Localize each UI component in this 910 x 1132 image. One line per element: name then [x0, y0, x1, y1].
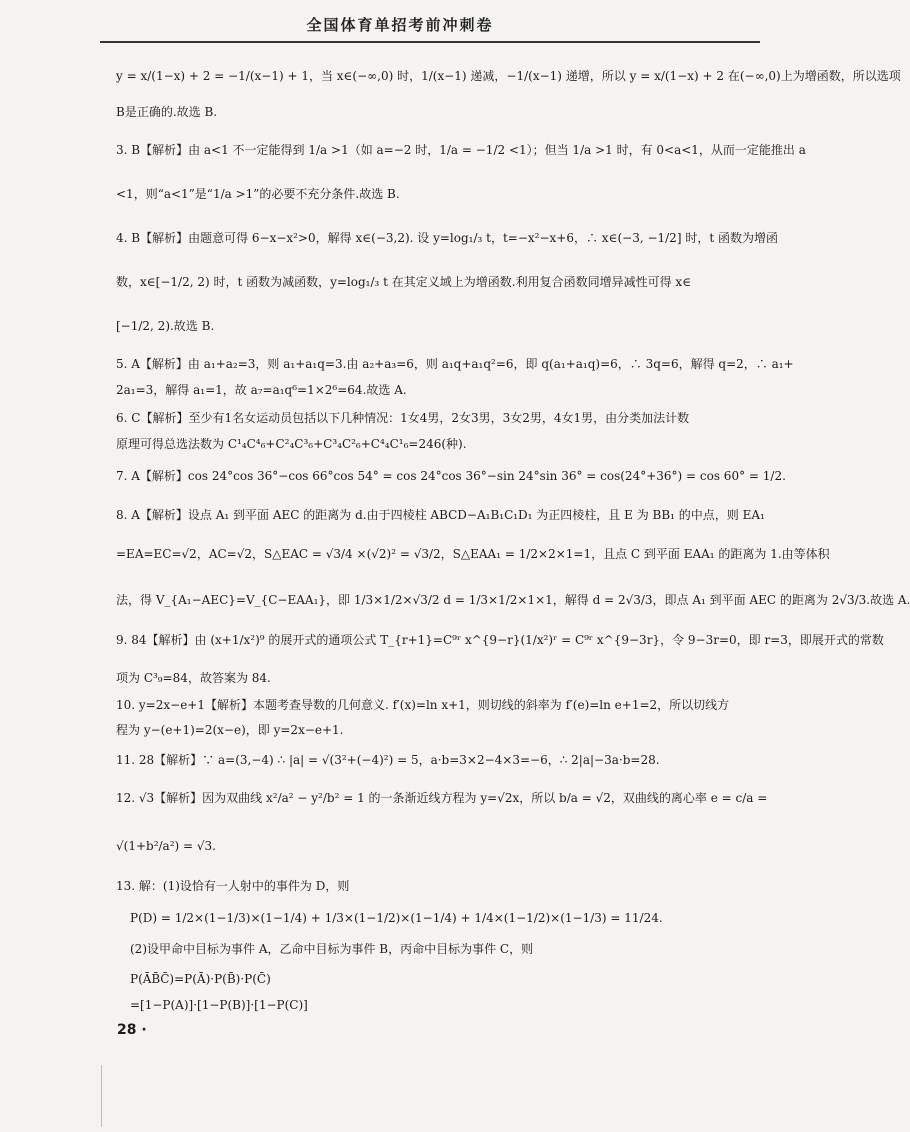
- solution-3: 3. B【解析】由 a<1 不一定能得到 1/a >1（如 a=−2 时，1/a = −1/2 <1）；但当 1/a >1 时，有 0<a<1，从而一定能推出 a: [116, 143, 806, 157]
- text-line: [−1/2, 2).故选 B.: [116, 319, 215, 333]
- solution-9: 9. 84【解析】由 (x+1/x²)⁹ 的展开式的通项公式 T_{r+1}=C⁹ʳ x^{9−r}(1/x²)ʳ = C⁹ʳ x^{9−3r}，令 9−3r=0，即 r=3，即展开式的常数: [116, 633, 884, 647]
- text-line: 数，x∈[−1/2, 2) 时，t 函数为减函数，y=log₁/₃ t 在其定义域上为增函数.利用复合函数同增异减性可得 x∈: [116, 275, 692, 289]
- solution-4: 4. B【解析】由题意可得 6−x−x²>0，解得 x∈(−3,2). 设 y=log₁/₃ t，t=−x²−x+6，∴ x∈(−3, −1/2] 时，t 函数为增函: [116, 231, 778, 245]
- text-line: <1，则“a<1”是“1/a >1”的必要不充分条件.故选 B.: [116, 187, 400, 201]
- text-line: 原理可得总选法数为 C¹₄C⁴₆+C²₄C³₆+C³₄C²₆+C⁴₄C¹₆=246(种).: [116, 437, 467, 451]
- solution-11: 11. 28【解析】∵ a=(3,−4) ∴ |a| = √(3²+(−4)²) = 5，a·b=3×2−4×3=−6，∴ 2|a|−3a·b=28.: [116, 753, 660, 767]
- solution-8: 8. A【解析】设点 A₁ 到平面 AEC 的距离为 d.由于四棱柱 ABCD−A₁B₁C₁D₁ 为正四棱柱，且 E 为 BB₁ 的中点，则 EA₁: [116, 508, 765, 522]
- header-rule: [100, 41, 760, 43]
- text-line: B是正确的.故选 B.: [116, 105, 218, 119]
- text-line: √(1+b²/a²) = √3.: [116, 839, 216, 853]
- text-line: 法，得 V_{A₁−AEC}=V_{C−EAA₁}，即 1/3×1/2×√3/2 d = 1/3×1/2×1×1，解得 d = 2√3/3，即点 A₁ 到平面 AEC 的距离为 2√3/3.故选 A.: [116, 593, 910, 607]
- solution-10: 10. y=2x−e+1【解析】本题考查导数的几何意义. f′(x)=ln x+1，则切线的斜率为 f′(e)=ln e+1=2，所以切线方: [116, 698, 730, 712]
- equation-line: P(D) = 1/2×(1−1/3)×(1−1/4) + 1/3×(1−1/2)×(1−1/4) + 1/4×(1−1/2)×(1−1/3) = 11/24.: [130, 911, 663, 925]
- solution-12: 12. √3【解析】因为双曲线 x²/a² − y²/b² = 1 的一条渐近线方程为 y=√2x，所以 b/a = √2，双曲线的离心率 e = c/a =: [116, 791, 768, 805]
- text-line: y = x/(1−x) + 2 = −1/(x−1) + 1，当 x∈(−∞,0) 时，1/(x−1) 递减，−1/(x−1) 递增，所以 y = x/(1−x) + 2 在(−∞,0)上为增函数，所以选项: [116, 69, 901, 83]
- text-line: 2a₁=3，解得 a₁=1，故 a₇=a₁q⁶=1×2⁶=64.故选 A.: [116, 383, 407, 397]
- solution-6: 6. C【解析】至少有1名女运动员包括以下几种情况：1女4男，2女3男，3女2男，4女1男，由分类加法计数: [116, 411, 690, 425]
- text-line: 项为 C³₉=84，故答案为 84.: [116, 671, 271, 685]
- equation-line: P(ĀB̄C̄)=P(Ā)·P(B̄)·P(C̄): [130, 972, 271, 986]
- equation-line: =[1−P(A)]·[1−P(B)]·[1−P(C)]: [130, 998, 308, 1012]
- page-number: 28 ·: [117, 1022, 147, 1038]
- solution-5: 5. A【解析】由 a₁+a₂=3，则 a₁+a₁q=3.由 a₂+a₃=6，则 a₁q+a₁q²=6，即 q(a₁+a₁q)=6，∴ 3q=6，解得 q=2，∴ a₁+: [116, 357, 794, 371]
- text-line: (2)设甲命中目标为事件 A，乙命中目标为事件 B，丙命中目标为事件 C，则: [130, 942, 534, 956]
- running-header: 全国体育单招考前冲刺卷: [306, 16, 494, 34]
- solution-7: 7. A【解析】cos 24°cos 36°−cos 66°cos 54° = cos 24°cos 36°−sin 24°sin 36° = cos(24°+36°) = cos 60° = 1/2.: [116, 469, 786, 483]
- text-line: =EA=EC=√2，AC=√2，S△EAC = √3/4 ×(√2)² = √3/2，S△EAA₁ = 1/2×2×1=1，且点 C 到平面 EAA₁ 的距离为 1.由等体积: [116, 547, 830, 561]
- text-line: 程为 y−(e+1)=2(x−e)，即 y=2x−e+1.: [116, 723, 344, 737]
- solution-13: 13. 解：(1)设恰有一人射中的事件为 D，则: [116, 879, 350, 893]
- binding-margin-line: [101, 1065, 102, 1127]
